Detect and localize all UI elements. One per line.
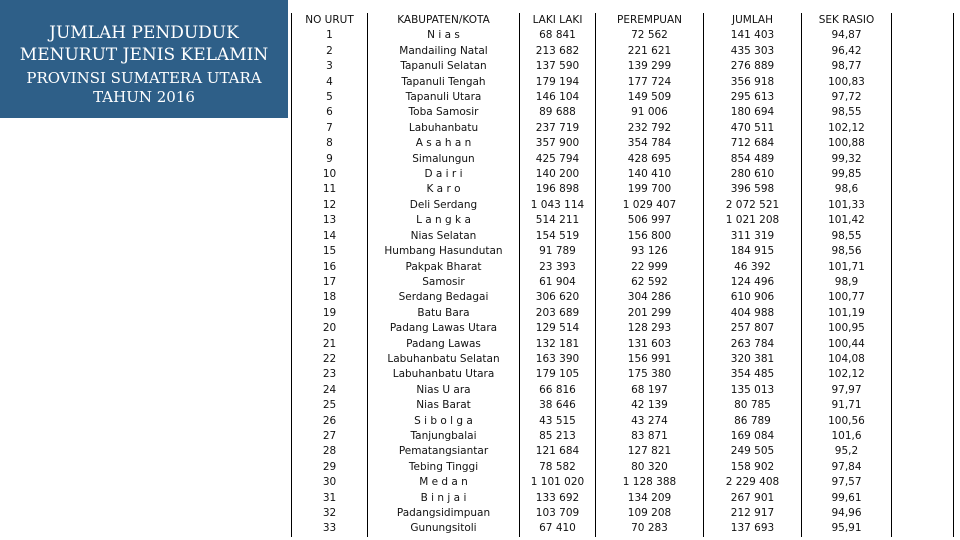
female-count-cell: 199 700: [596, 182, 704, 197]
region-name-cell: L a n g k a: [368, 213, 520, 228]
total-count-cell: 854 489: [704, 152, 802, 167]
row-number-cell: 26: [292, 414, 368, 429]
male-count-cell: 179 105: [520, 367, 596, 382]
table-header-row: [292, 13, 954, 28]
total-count-cell: 610 906: [704, 290, 802, 305]
female-count-cell: 175 380: [596, 367, 704, 382]
total-count-cell: 46 392: [704, 260, 802, 275]
row-number-cell: 14: [292, 229, 368, 244]
region-name-cell: Nias Selatan: [368, 229, 520, 244]
header-no-urut: NO URUT: [292, 13, 368, 28]
empty-cell: [892, 429, 954, 444]
female-count-cell: 156 991: [596, 352, 704, 367]
empty-cell: [892, 105, 954, 120]
male-count-cell: 213 682: [520, 44, 596, 59]
sex-ratio-cell: 98,55: [802, 105, 892, 120]
empty-cell: [892, 306, 954, 321]
male-count-cell: 146 104: [520, 90, 596, 105]
sex-ratio-cell: 100,83: [802, 75, 892, 90]
region-name-cell: Tebing Tinggi: [368, 460, 520, 475]
region-name-cell: Humbang Hasundutan: [368, 244, 520, 259]
male-count-cell: 196 898: [520, 182, 596, 197]
region-name-cell: Serdang Bedagai: [368, 290, 520, 305]
empty-cell: [892, 460, 954, 475]
empty-cell: [892, 475, 954, 490]
table-row: [292, 213, 954, 228]
header-empty: [892, 13, 954, 28]
female-count-cell: 42 139: [596, 398, 704, 413]
male-count-cell: 91 789: [520, 244, 596, 259]
male-count-cell: 85 213: [520, 429, 596, 444]
region-name-cell: Pematangsiantar: [368, 444, 520, 459]
total-count-cell: 280 610: [704, 167, 802, 182]
male-count-cell: 103 709: [520, 506, 596, 521]
sex-ratio-cell: 98,77: [802, 59, 892, 74]
title-line-4: TAHUN 2016: [93, 88, 195, 106]
total-count-cell: 267 901: [704, 491, 802, 506]
total-count-cell: 249 505: [704, 444, 802, 459]
total-count-cell: 396 598: [704, 182, 802, 197]
header-laki-laki: LAKI LAKI: [520, 13, 596, 28]
female-count-cell: 201 299: [596, 306, 704, 321]
region-name-cell: Labuhanbatu Utara: [368, 367, 520, 382]
table-row: [292, 275, 954, 290]
row-number-cell: 33: [292, 521, 368, 536]
female-count-cell: 131 603: [596, 337, 704, 352]
male-count-cell: 129 514: [520, 321, 596, 336]
row-number-cell: 25: [292, 398, 368, 413]
sex-ratio-cell: 100,56: [802, 414, 892, 429]
sex-ratio-cell: 99,85: [802, 167, 892, 182]
empty-cell: [892, 198, 954, 213]
region-name-cell: N i a s: [368, 28, 520, 43]
table-row: [292, 44, 954, 59]
total-count-cell: 435 303: [704, 44, 802, 59]
empty-cell: [892, 90, 954, 105]
region-name-cell: Batu Bara: [368, 306, 520, 321]
sex-ratio-cell: 102,12: [802, 367, 892, 382]
male-count-cell: 43 515: [520, 414, 596, 429]
region-name-cell: Padang Lawas: [368, 337, 520, 352]
female-count-cell: 1 128 388: [596, 475, 704, 490]
row-number-cell: 23: [292, 367, 368, 382]
region-name-cell: Tapanuli Utara: [368, 90, 520, 105]
total-count-cell: 80 785: [704, 398, 802, 413]
sex-ratio-cell: 97,72: [802, 90, 892, 105]
male-count-cell: 133 692: [520, 491, 596, 506]
sex-ratio-cell: 95,2: [802, 444, 892, 459]
empty-cell: [892, 444, 954, 459]
male-count-cell: 163 390: [520, 352, 596, 367]
female-count-cell: 68 197: [596, 383, 704, 398]
male-count-cell: 1 101 020: [520, 475, 596, 490]
region-name-cell: Mandailing Natal: [368, 44, 520, 59]
empty-cell: [892, 398, 954, 413]
female-count-cell: 72 562: [596, 28, 704, 43]
male-count-cell: 140 200: [520, 167, 596, 182]
header-perempuan: PEREMPUAN: [596, 13, 704, 28]
row-number-cell: 30: [292, 475, 368, 490]
total-count-cell: 257 807: [704, 321, 802, 336]
sex-ratio-cell: 101,33: [802, 198, 892, 213]
region-name-cell: Padangsidimpuan: [368, 506, 520, 521]
male-count-cell: 154 519: [520, 229, 596, 244]
total-count-cell: 295 613: [704, 90, 802, 105]
row-number-cell: 12: [292, 198, 368, 213]
empty-cell: [892, 275, 954, 290]
male-count-cell: 179 194: [520, 75, 596, 90]
sex-ratio-cell: 100,88: [802, 136, 892, 151]
table-row: [292, 198, 954, 213]
table-row: [292, 152, 954, 167]
row-number-cell: 8: [292, 136, 368, 151]
sex-ratio-cell: 91,71: [802, 398, 892, 413]
female-count-cell: 139 299: [596, 59, 704, 74]
total-count-cell: 158 902: [704, 460, 802, 475]
region-name-cell: S i b o l g a: [368, 414, 520, 429]
female-count-cell: 134 209: [596, 491, 704, 506]
region-name-cell: Tapanuli Selatan: [368, 59, 520, 74]
male-count-cell: 132 181: [520, 337, 596, 352]
row-number-cell: 6: [292, 105, 368, 120]
row-number-cell: 13: [292, 213, 368, 228]
title-panel: [0, 0, 288, 118]
sex-ratio-cell: 97,84: [802, 460, 892, 475]
female-count-cell: 506 997: [596, 213, 704, 228]
header-sek-rasio: SEK RASIO: [802, 13, 892, 28]
male-count-cell: 68 841: [520, 28, 596, 43]
row-number-cell: 9: [292, 152, 368, 167]
title-line-2: MENURUT JENIS KELAMIN: [19, 45, 269, 65]
region-name-cell: Tanjungbalai: [368, 429, 520, 444]
row-number-cell: 7: [292, 121, 368, 136]
table-row: [292, 244, 954, 259]
table-row: [292, 28, 954, 43]
female-count-cell: 22 999: [596, 260, 704, 275]
table-row: [292, 491, 954, 506]
empty-cell: [892, 59, 954, 74]
region-name-cell: M e d a n: [368, 475, 520, 490]
sex-ratio-cell: 101,71: [802, 260, 892, 275]
table-row: [292, 306, 954, 321]
row-number-cell: 5: [292, 90, 368, 105]
female-count-cell: 221 621: [596, 44, 704, 59]
region-name-cell: Pakpak Bharat: [368, 260, 520, 275]
table-row: [292, 352, 954, 367]
sex-ratio-cell: 100,77: [802, 290, 892, 305]
male-count-cell: 514 211: [520, 213, 596, 228]
table-row: [292, 429, 954, 444]
empty-cell: [892, 521, 954, 536]
female-count-cell: 128 293: [596, 321, 704, 336]
table-row: [292, 182, 954, 197]
female-count-cell: 1 029 407: [596, 198, 704, 213]
sex-ratio-cell: 95,91: [802, 521, 892, 536]
table-row: [292, 521, 954, 536]
sex-ratio-cell: 98,6: [802, 182, 892, 197]
female-count-cell: 428 695: [596, 152, 704, 167]
empty-cell: [892, 244, 954, 259]
sex-ratio-cell: 100,95: [802, 321, 892, 336]
male-count-cell: 89 688: [520, 105, 596, 120]
empty-cell: [892, 28, 954, 43]
row-number-cell: 11: [292, 182, 368, 197]
sex-ratio-cell: 99,61: [802, 491, 892, 506]
row-number-cell: 22: [292, 352, 368, 367]
table-body: [292, 28, 954, 536]
female-count-cell: 91 006: [596, 105, 704, 120]
region-name-cell: D a i r i: [368, 167, 520, 182]
region-name-cell: Labuhanbatu Selatan: [368, 352, 520, 367]
empty-cell: [892, 352, 954, 367]
sex-ratio-cell: 97,57: [802, 475, 892, 490]
total-count-cell: 2 229 408: [704, 475, 802, 490]
male-count-cell: 67 410: [520, 521, 596, 536]
table-row: [292, 136, 954, 151]
region-name-cell: Samosir: [368, 275, 520, 290]
female-count-cell: 354 784: [596, 136, 704, 151]
female-count-cell: 83 871: [596, 429, 704, 444]
total-count-cell: 184 915: [704, 244, 802, 259]
row-number-cell: 16: [292, 260, 368, 275]
female-count-cell: 304 286: [596, 290, 704, 305]
header-kabupaten-kota: KABUPATEN/KOTA: [368, 13, 520, 28]
female-count-cell: 70 283: [596, 521, 704, 536]
female-count-cell: 62 592: [596, 275, 704, 290]
empty-cell: [892, 506, 954, 521]
region-name-cell: Toba Samosir: [368, 105, 520, 120]
region-name-cell: A s a h a n: [368, 136, 520, 151]
male-count-cell: 137 590: [520, 59, 596, 74]
region-name-cell: Labuhanbatu: [368, 121, 520, 136]
total-count-cell: 404 988: [704, 306, 802, 321]
title-line-3: PROVINSI SUMATERA UTARA: [26, 69, 262, 87]
row-number-cell: 28: [292, 444, 368, 459]
sex-ratio-cell: 101,42: [802, 213, 892, 228]
empty-cell: [892, 167, 954, 182]
female-count-cell: 93 126: [596, 244, 704, 259]
female-count-cell: 80 320: [596, 460, 704, 475]
sex-ratio-cell: 94,87: [802, 28, 892, 43]
population-table: [291, 13, 954, 537]
total-count-cell: 1 021 208: [704, 213, 802, 228]
title-line-1: JUMLAH PENDUDUK: [49, 23, 239, 43]
row-number-cell: 19: [292, 306, 368, 321]
empty-cell: [892, 367, 954, 382]
table-row: [292, 414, 954, 429]
sex-ratio-cell: 104,08: [802, 352, 892, 367]
table-row: [292, 367, 954, 382]
male-count-cell: 23 393: [520, 260, 596, 275]
total-count-cell: 320 381: [704, 352, 802, 367]
region-name-cell: Gunungsitoli: [368, 521, 520, 536]
header-jumlah: JUMLAH: [704, 13, 802, 28]
sex-ratio-cell: 97,97: [802, 383, 892, 398]
total-count-cell: 276 889: [704, 59, 802, 74]
empty-cell: [892, 321, 954, 336]
male-count-cell: 237 719: [520, 121, 596, 136]
male-count-cell: 61 904: [520, 275, 596, 290]
total-count-cell: 263 784: [704, 337, 802, 352]
sex-ratio-cell: 98,55: [802, 229, 892, 244]
row-number-cell: 3: [292, 59, 368, 74]
total-count-cell: 135 013: [704, 383, 802, 398]
region-name-cell: Simalungun: [368, 152, 520, 167]
sex-ratio-cell: 96,42: [802, 44, 892, 59]
table-row: [292, 229, 954, 244]
row-number-cell: 17: [292, 275, 368, 290]
sex-ratio-cell: 101,19: [802, 306, 892, 321]
male-count-cell: 38 646: [520, 398, 596, 413]
empty-cell: [892, 229, 954, 244]
female-count-cell: 140 410: [596, 167, 704, 182]
table-row: [292, 337, 954, 352]
empty-cell: [892, 75, 954, 90]
total-count-cell: 470 511: [704, 121, 802, 136]
region-name-cell: Nias U ara: [368, 383, 520, 398]
table-row: [292, 90, 954, 105]
table-row: [292, 75, 954, 90]
male-count-cell: 203 689: [520, 306, 596, 321]
sex-ratio-cell: 98,9: [802, 275, 892, 290]
region-name-cell: B i n j a i: [368, 491, 520, 506]
total-count-cell: 212 917: [704, 506, 802, 521]
sex-ratio-cell: 101,6: [802, 429, 892, 444]
female-count-cell: 156 800: [596, 229, 704, 244]
total-count-cell: 86 789: [704, 414, 802, 429]
empty-cell: [892, 136, 954, 151]
table-row: [292, 398, 954, 413]
row-number-cell: 4: [292, 75, 368, 90]
row-number-cell: 32: [292, 506, 368, 521]
total-count-cell: 180 694: [704, 105, 802, 120]
region-name-cell: K a r o: [368, 182, 520, 197]
male-count-cell: 1 043 114: [520, 198, 596, 213]
table-row: [292, 167, 954, 182]
total-count-cell: 169 084: [704, 429, 802, 444]
region-name-cell: Nias Barat: [368, 398, 520, 413]
table-row: [292, 290, 954, 305]
row-number-cell: 15: [292, 244, 368, 259]
total-count-cell: 137 693: [704, 521, 802, 536]
male-count-cell: 425 794: [520, 152, 596, 167]
row-number-cell: 29: [292, 460, 368, 475]
row-number-cell: 20: [292, 321, 368, 336]
female-count-cell: 127 821: [596, 444, 704, 459]
empty-cell: [892, 491, 954, 506]
table-row: [292, 460, 954, 475]
row-number-cell: 27: [292, 429, 368, 444]
male-count-cell: 357 900: [520, 136, 596, 151]
female-count-cell: 109 208: [596, 506, 704, 521]
row-number-cell: 10: [292, 167, 368, 182]
table-row: [292, 59, 954, 74]
table-row: [292, 260, 954, 275]
row-number-cell: 1: [292, 28, 368, 43]
total-count-cell: 356 918: [704, 75, 802, 90]
empty-cell: [892, 44, 954, 59]
empty-cell: [892, 121, 954, 136]
empty-cell: [892, 337, 954, 352]
male-count-cell: 306 620: [520, 290, 596, 305]
region-name-cell: Deli Serdang: [368, 198, 520, 213]
empty-cell: [892, 260, 954, 275]
total-count-cell: 124 496: [704, 275, 802, 290]
female-count-cell: 177 724: [596, 75, 704, 90]
total-count-cell: 311 319: [704, 229, 802, 244]
female-count-cell: 149 509: [596, 90, 704, 105]
empty-cell: [892, 383, 954, 398]
region-name-cell: Padang Lawas Utara: [368, 321, 520, 336]
empty-cell: [892, 290, 954, 305]
empty-cell: [892, 182, 954, 197]
table-row: [292, 121, 954, 136]
row-number-cell: 2: [292, 44, 368, 59]
sex-ratio-cell: 98,56: [802, 244, 892, 259]
table-row: [292, 105, 954, 120]
row-number-cell: 31: [292, 491, 368, 506]
empty-cell: [892, 414, 954, 429]
total-count-cell: 141 403: [704, 28, 802, 43]
total-count-cell: 2 072 521: [704, 198, 802, 213]
table-row: [292, 506, 954, 521]
male-count-cell: 121 684: [520, 444, 596, 459]
table-row: [292, 475, 954, 490]
total-count-cell: 354 485: [704, 367, 802, 382]
table-row: [292, 321, 954, 336]
table-row: [292, 444, 954, 459]
empty-cell: [892, 213, 954, 228]
male-count-cell: 78 582: [520, 460, 596, 475]
table-row: [292, 383, 954, 398]
row-number-cell: 21: [292, 337, 368, 352]
total-count-cell: 712 684: [704, 136, 802, 151]
sex-ratio-cell: 99,32: [802, 152, 892, 167]
female-count-cell: 232 792: [596, 121, 704, 136]
male-count-cell: 66 816: [520, 383, 596, 398]
row-number-cell: 18: [292, 290, 368, 305]
female-count-cell: 43 274: [596, 414, 704, 429]
empty-cell: [892, 152, 954, 167]
sex-ratio-cell: 100,44: [802, 337, 892, 352]
region-name-cell: Tapanuli Tengah: [368, 75, 520, 90]
row-number-cell: 24: [292, 383, 368, 398]
sex-ratio-cell: 102,12: [802, 121, 892, 136]
sex-ratio-cell: 94,96: [802, 506, 892, 521]
